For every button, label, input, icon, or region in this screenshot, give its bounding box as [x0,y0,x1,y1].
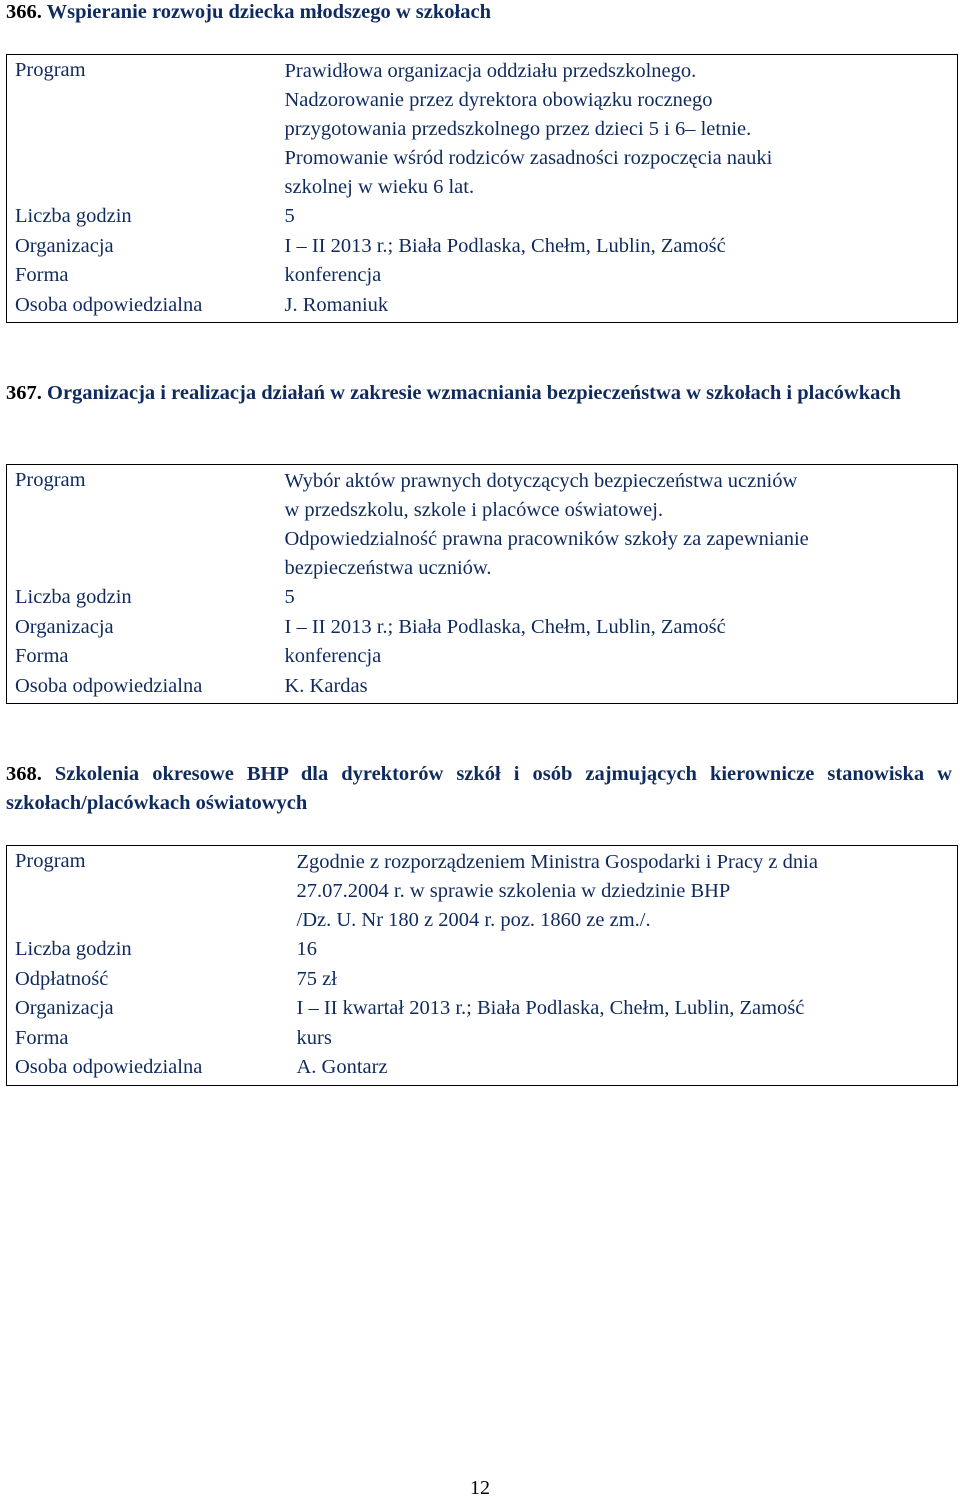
row-value: kurs [296,1026,332,1049]
table-row [7,291,958,323]
row-value: 5 [284,586,295,608]
row-label: Odpłatność [15,967,109,990]
row-value: 16 [296,938,317,960]
program-line: bezpieczeństwa uczniów. [284,557,492,579]
table-row [7,232,958,262]
row-label: Osoba odpowiedzialna [15,293,203,316]
row-value: I – II kwartał 2013 r.; Biała Podlaska, Chełm, Lublin, Zamość [296,997,805,1019]
program-line: Odpowiedzialność prawna pracowników szkoły za zapewnianie [284,528,809,550]
row-value: K. Kardas [284,674,368,697]
section-number: 366. [6,1,42,23]
row-label: Organizacja [15,615,114,638]
table-row [7,613,958,643]
section-table-366 [6,54,958,323]
section-title: Szkolenia okresowe BHP dla dyrektorów szkół i osób zajmujących kierownicze stanowiska w szkołach/placówkach oświatowych [6,763,952,814]
row-value: konferencja [284,645,382,667]
table-row [7,846,958,936]
table-row [7,465,958,584]
section-table-368 [6,845,958,1086]
section-title: Wspieranie rozwoju dziecka młodszego w szkołach [46,1,491,23]
program-line: Nadzorowanie przez dyrektora obowiązku rocznego [284,89,713,111]
table-row [7,1024,958,1054]
table-row [7,994,958,1024]
section-number: 367. [6,382,42,404]
program-text [275,55,958,203]
row-label: Osoba odpowiedzialna [15,1056,203,1078]
row-label: Program [15,850,86,872]
program-line: /Dz. U. Nr 180 z 2004 r. poz. 1860 ze zm./. [296,909,651,931]
program-line: 27.07.2004 r. w sprawie szkolenia w dziedzinie BHP [296,880,731,902]
table-row [7,642,958,672]
section-table-367 [6,464,958,704]
program-text [285,846,958,936]
program-line: szkolnej w wieku 6 lat. [284,176,475,198]
program-line: Wybór aktów prawnych dotyczących bezpieczeństwa uczniów [284,470,798,492]
row-label: Liczba godzin [15,205,132,227]
row-value: 5 [284,205,295,227]
row-value: konferencja [284,264,382,286]
row-label: Program [15,59,86,81]
section-number: 368. [6,763,42,785]
page-number: 12 [470,1477,490,1499]
row-label: Forma [15,264,69,286]
row-value: I – II 2013 r.; Biała Podlaska, Chełm, Lublin, Zamość [284,234,726,257]
row-value: I – II 2013 r.; Biała Podlaska, Chełm, Lublin, Zamość [284,615,726,638]
row-label: Liczba godzin [15,586,132,608]
section-heading-368 [6,760,952,818]
table-row [7,55,958,203]
table-row [7,583,958,613]
table-row [7,672,958,704]
row-label: Program [15,469,86,491]
program-line: Promowanie wśród rodziców zasadności rozpoczęcia nauki [284,147,773,169]
row-label: Forma [15,645,69,667]
table-row [7,935,958,965]
row-label: Osoba odpowiedzialna [15,674,203,697]
program-line: przygotowania przedszkolnego przez dzieci 5 i 6– letnie. [284,118,752,140]
table-row [7,261,958,291]
program-line: Zgodnie z rozporządzeniem Ministra Gospodarki i Pracy z dnia [296,851,818,873]
row-label: Forma [15,1026,69,1049]
row-label: Organizacja [15,997,114,1019]
row-value: 75 zł [296,967,337,990]
table-row [7,965,958,995]
section-title: Organizacja i realizacja działań w zakresie wzmacniania bezpieczeństwa w szkołach i placówkach [47,382,901,404]
row-value: J. Romaniuk [284,293,389,316]
section-heading-366 [6,0,946,27]
table-row [7,1053,958,1085]
row-label: Liczba godzin [15,938,132,960]
program-line: w przedszkolu, szkole i placówce oświatowej. [284,499,664,521]
row-label: Organizacja [15,234,114,257]
row-value: A. Gontarz [296,1056,388,1078]
section-heading-367 [6,379,952,408]
program-line: Prawidłowa organizacja oddziału przedszkolnego. [284,60,697,82]
program-text [275,465,958,584]
table-row [7,202,958,232]
